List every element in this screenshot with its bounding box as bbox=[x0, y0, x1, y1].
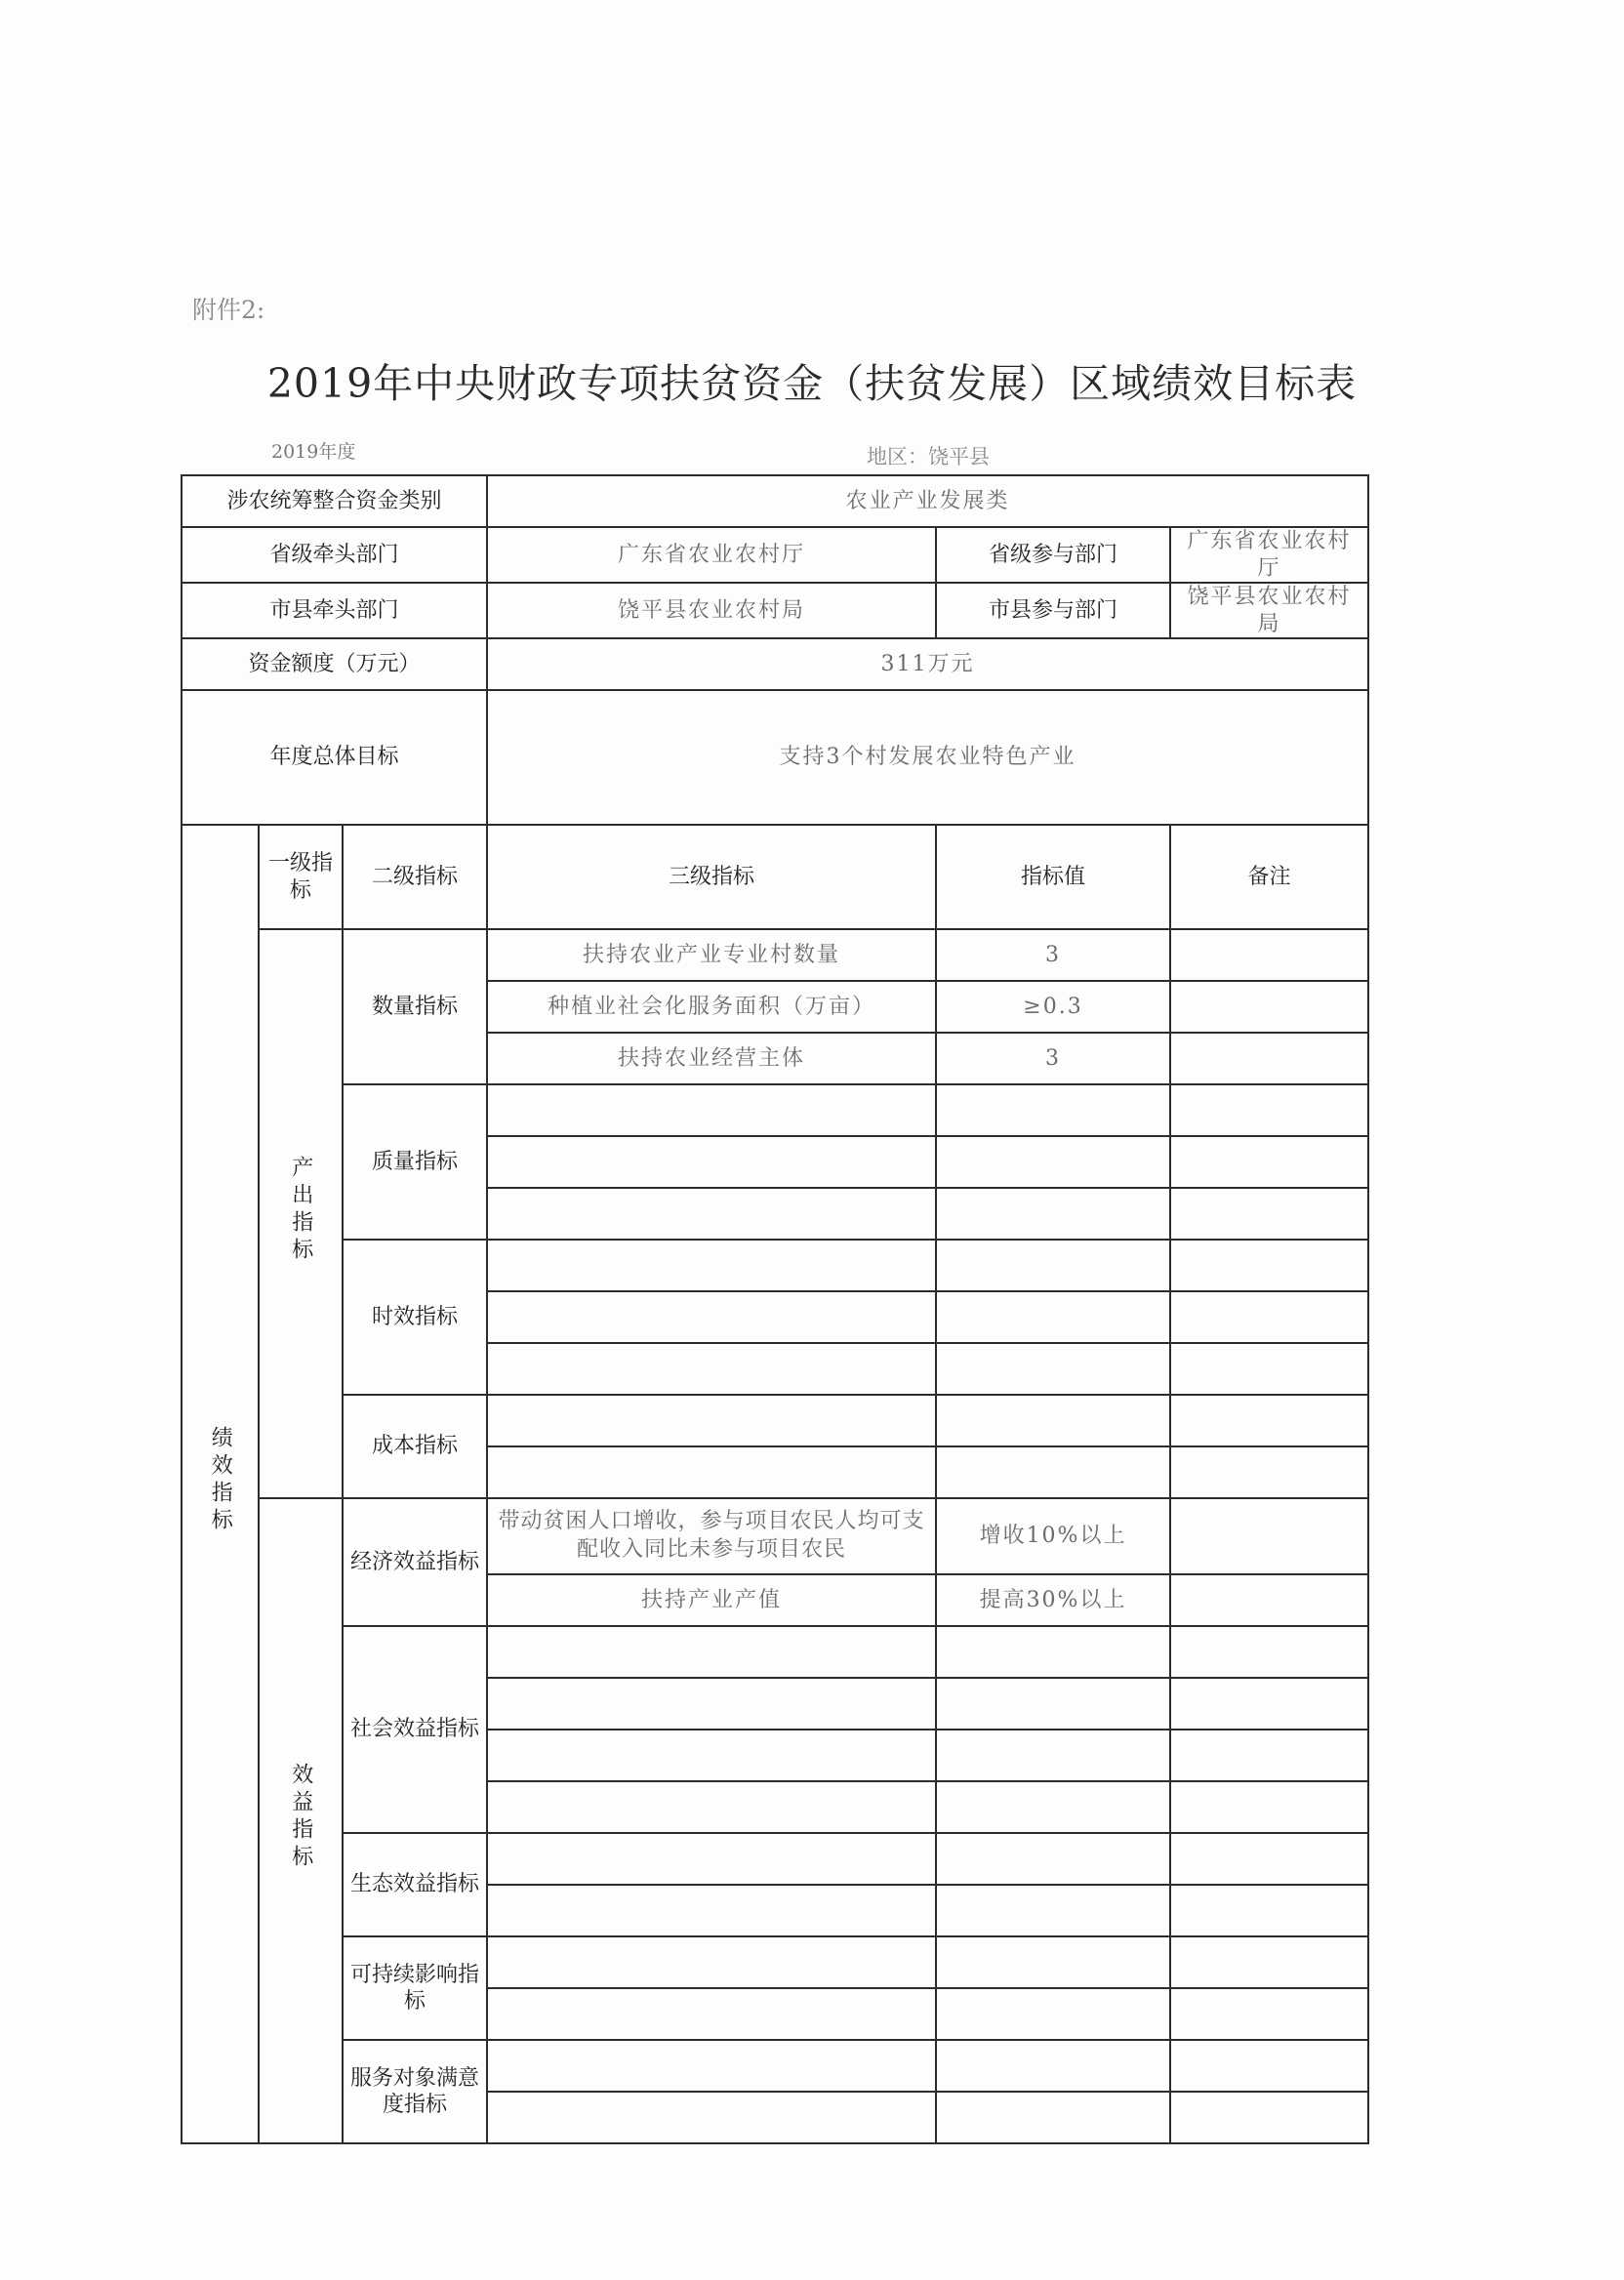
city-dept-row bbox=[182, 583, 1368, 638]
city-part-value: 饶平县农业农村局 bbox=[1170, 583, 1368, 638]
benefit-indicator-label: 效益指标 bbox=[259, 1498, 343, 2143]
economic-value-2: 提高30%以上 bbox=[936, 1574, 1170, 1626]
quantity-indicator-label: 数量指标 bbox=[343, 929, 487, 1084]
table-row bbox=[182, 2040, 1368, 2092]
economic-item-2: 扶持产业产值 bbox=[487, 1574, 936, 1626]
quality-indicator-label: 质量指标 bbox=[343, 1084, 487, 1240]
sustainability-indicator-label: 可持续影响指标 bbox=[343, 1936, 487, 2040]
page-title: 2019年中央财政专项扶贫资金（扶贫发展）区域绩效目标表 bbox=[266, 360, 1358, 407]
economic-value-1: 增收10%以上 bbox=[936, 1498, 1170, 1574]
quantity-item-1: 扶持农业产业专业村数量 bbox=[487, 929, 936, 981]
note-cell bbox=[1170, 981, 1368, 1033]
year-label: 2019年度 bbox=[271, 441, 356, 463]
timeliness-indicator-label: 时效指标 bbox=[343, 1240, 487, 1395]
col-level3-header: 三级指标 bbox=[487, 825, 936, 929]
table-row bbox=[182, 1084, 1368, 1136]
attachment-label: 附件2: bbox=[192, 296, 265, 324]
quantity-value-1: 3 bbox=[936, 929, 1170, 981]
provincial-dept-row bbox=[182, 527, 1368, 583]
table-row bbox=[182, 1240, 1368, 1291]
region-label: 地区：饶平县 bbox=[867, 445, 990, 468]
col-level1-header: 一级指标 bbox=[259, 825, 343, 929]
col-value-header: 指标值 bbox=[936, 825, 1170, 929]
fund-category-row bbox=[182, 475, 1368, 527]
city-part-label: 市县参与部门 bbox=[936, 583, 1170, 638]
amount-row bbox=[182, 638, 1368, 690]
annual-goal-row bbox=[182, 690, 1368, 825]
quantity-item-2: 种植业社会化服务面积（万亩） bbox=[487, 981, 936, 1033]
quantity-item-3: 扶持农业经营主体 bbox=[487, 1033, 936, 1084]
note-cell bbox=[1170, 1033, 1368, 1084]
table-row bbox=[182, 1626, 1368, 1678]
city-lead-label: 市县牵头部门 bbox=[182, 583, 487, 638]
prov-part-value: 广东省农业农村厅 bbox=[1170, 527, 1368, 583]
prov-lead-value: 广东省农业农村厅 bbox=[487, 527, 936, 583]
fund-category-value: 农业产业发展类 bbox=[487, 475, 1368, 527]
performance-indicator-label: 绩效指标 bbox=[182, 825, 259, 2143]
amount-label: 资金额度（万元） bbox=[182, 638, 487, 690]
note-cell bbox=[1170, 929, 1368, 981]
table-row bbox=[182, 1833, 1368, 1885]
ecological-indicator-label: 生态效益指标 bbox=[343, 1833, 487, 1936]
table-row bbox=[182, 1395, 1368, 1446]
performance-target-table bbox=[181, 474, 1369, 2144]
cost-indicator-label: 成本指标 bbox=[343, 1395, 487, 1498]
table-row bbox=[182, 1498, 1368, 1574]
economic-indicator-label: 经济效益指标 bbox=[343, 1498, 487, 1626]
fund-category-label: 涉农统筹整合资金类别 bbox=[182, 475, 487, 527]
amount-value: 311万元 bbox=[487, 638, 1368, 690]
social-indicator-label: 社会效益指标 bbox=[343, 1626, 487, 1833]
output-indicator-label: 产出指标 bbox=[259, 929, 343, 1498]
satisfaction-indicator-label: 服务对象满意度指标 bbox=[343, 2040, 487, 2143]
table-row bbox=[182, 929, 1368, 981]
note-cell bbox=[1170, 1574, 1368, 1626]
table-row bbox=[182, 1936, 1368, 1988]
quantity-value-3: 3 bbox=[936, 1033, 1170, 1084]
col-note-header: 备注 bbox=[1170, 825, 1368, 929]
economic-item-1: 带动贫困人口增收，参与项目农民人均可支配收入同比未参与项目农民 bbox=[487, 1498, 936, 1574]
col-level2-header: 二级指标 bbox=[343, 825, 487, 929]
annual-goal-label: 年度总体目标 bbox=[182, 690, 487, 825]
annual-goal-value: 支持3个村发展农业特色产业 bbox=[487, 690, 1368, 825]
quantity-value-2: ≥0.3 bbox=[936, 981, 1170, 1033]
city-lead-value: 饶平县农业农村局 bbox=[487, 583, 936, 638]
note-cell bbox=[1170, 1498, 1368, 1574]
prov-lead-label: 省级牵头部门 bbox=[182, 527, 487, 583]
indicator-header-row bbox=[182, 825, 1368, 929]
prov-part-label: 省级参与部门 bbox=[936, 527, 1170, 583]
